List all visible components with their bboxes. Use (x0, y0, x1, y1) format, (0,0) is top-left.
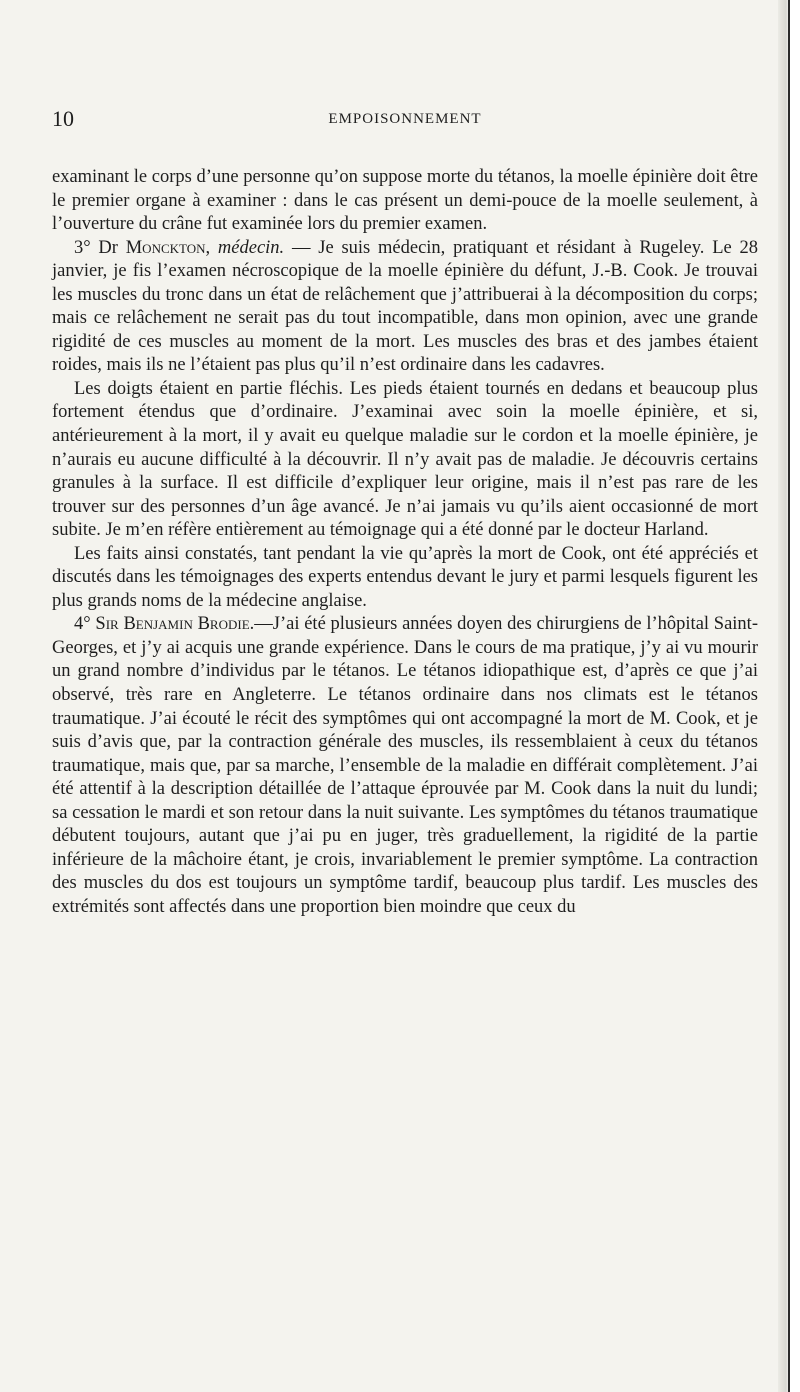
page-edge-line (788, 0, 790, 1392)
paragraph-2 (52, 237, 758, 378)
paragraph-3 (52, 378, 758, 543)
paragraph-3-text: Les doigts étaient en partie fléchis. Les pieds étaient tournés en dedans et beaucoup plus fortement étendus que d’ordinaire. J’examinai avec soin la moelle épinière, et si, antérieurement à la mort, il y avait eu quelque maladie sur le cordon et la moelle épinière, je n’aurais eu aucune difficulté à la découvrir. Il n’y avait pas de maladie. Je découvris certains granules à la surface. Il est difficile d’expliquer leur origine, mais il n’est pas rare de les trouver sur des personnes d’un âge avancé. Je n’ai jamais vu qu’ils aient occasionné de mort subite. Je m’en réfère entièrement au témoignage qui a été donné par le docteur Harland. (52, 378, 758, 541)
paragraph-4-text: Les faits ainsi constatés, tant pendant la vie qu’après la mort de Cook, ont été appréciés et discutés dans les témoignages des experts entendus devant le jury et parmi lesquels figurent les plus grands noms de la médecine anglaise. (52, 543, 758, 611)
page-number: 10 (52, 106, 74, 131)
paragraph-5 (52, 613, 758, 919)
page-header (52, 104, 758, 134)
running-title: EMPOISONNEMENT (328, 111, 482, 127)
body-text (52, 166, 758, 920)
paragraph-1-text: examinant le corps d’une personne qu’on suppose morte du tétanos, la moelle épinière doit être le premier organe à examiner : dans le cas présent un demi-pouce de la moelle seulement, à l’ouverture du crâne fut examinée lors du premier examen. (52, 167, 758, 235)
witness-role: médecin. (210, 237, 285, 258)
paragraph-5-lead: 4° (74, 614, 96, 635)
paragraph-4 (52, 543, 758, 614)
witness-name-monckton: Monckton, (125, 237, 211, 258)
paragraph-1 (52, 166, 758, 237)
paragraph-5-text: —J’ai été plusieurs années doyen des chirurgiens de l’hôpital Saint-Georges, et j’y ai acquis une grande expérience. Dans le cours de ma pratique, j’y ai vu mourir un grand nombre d’individus par le tétanos. Le tétanos idiopathique est, d’après ce que j’ai observé, très rare en Angleterre. Le tétanos ordinaire dans nos climats est le tétanos traumatique. J’ai écouté le récit des symptômes qui ont accompagné la mort de M. Cook, et je suis d’avis que, par la contraction générale des muscles, ils ressemblaient à ceux du tétanos traumatique, mais que, par sa marche, l’ensemble de la maladie en différait complètement. J’ai été attentif à la description détaillée de l’attaque éprouvée par M. Cook dans la nuit du lundi; sa cessation le mardi et son retour dans la nuit suivante. Les symptômes du tétanos traumatique débutent toujours, autant que j’ai pu en juger, très graduellement, la rigidité de la partie inférieure de la mâchoire étant, je crois, invariablement le premier symptôme. La contraction des muscles du dos est toujours un symptôme tardif, beaucoup plus tardif. Les muscles des extrémités sont affectés dans une proportion bien moindre que ceux du (52, 614, 758, 917)
witness-name-brodie: Sir Benjamin Brodie. (95, 614, 255, 635)
paragraph-2-lead: 3° Dr (74, 237, 126, 258)
paragraph-2-text: — Je suis médecin, pratiquant et résidant à Rugeley. Le 28 janvier, je fis l’examen nécroscopique de la moelle épinière du défunt, J.-B. Cook. Je trouvai les muscles du tronc dans un état de relâchement que j’attribuerai à la décomposition du corps; mais ce relâchement ne serait pas du tout incompatible, dans mon opinion, avec une grande rigidité de ces muscles au moment de la mort. Les muscles des bras et des jambes étaient roides, mais ils ne l’étaient pas plus qu’il n’est ordinaire dans les cadavres. (52, 237, 758, 376)
